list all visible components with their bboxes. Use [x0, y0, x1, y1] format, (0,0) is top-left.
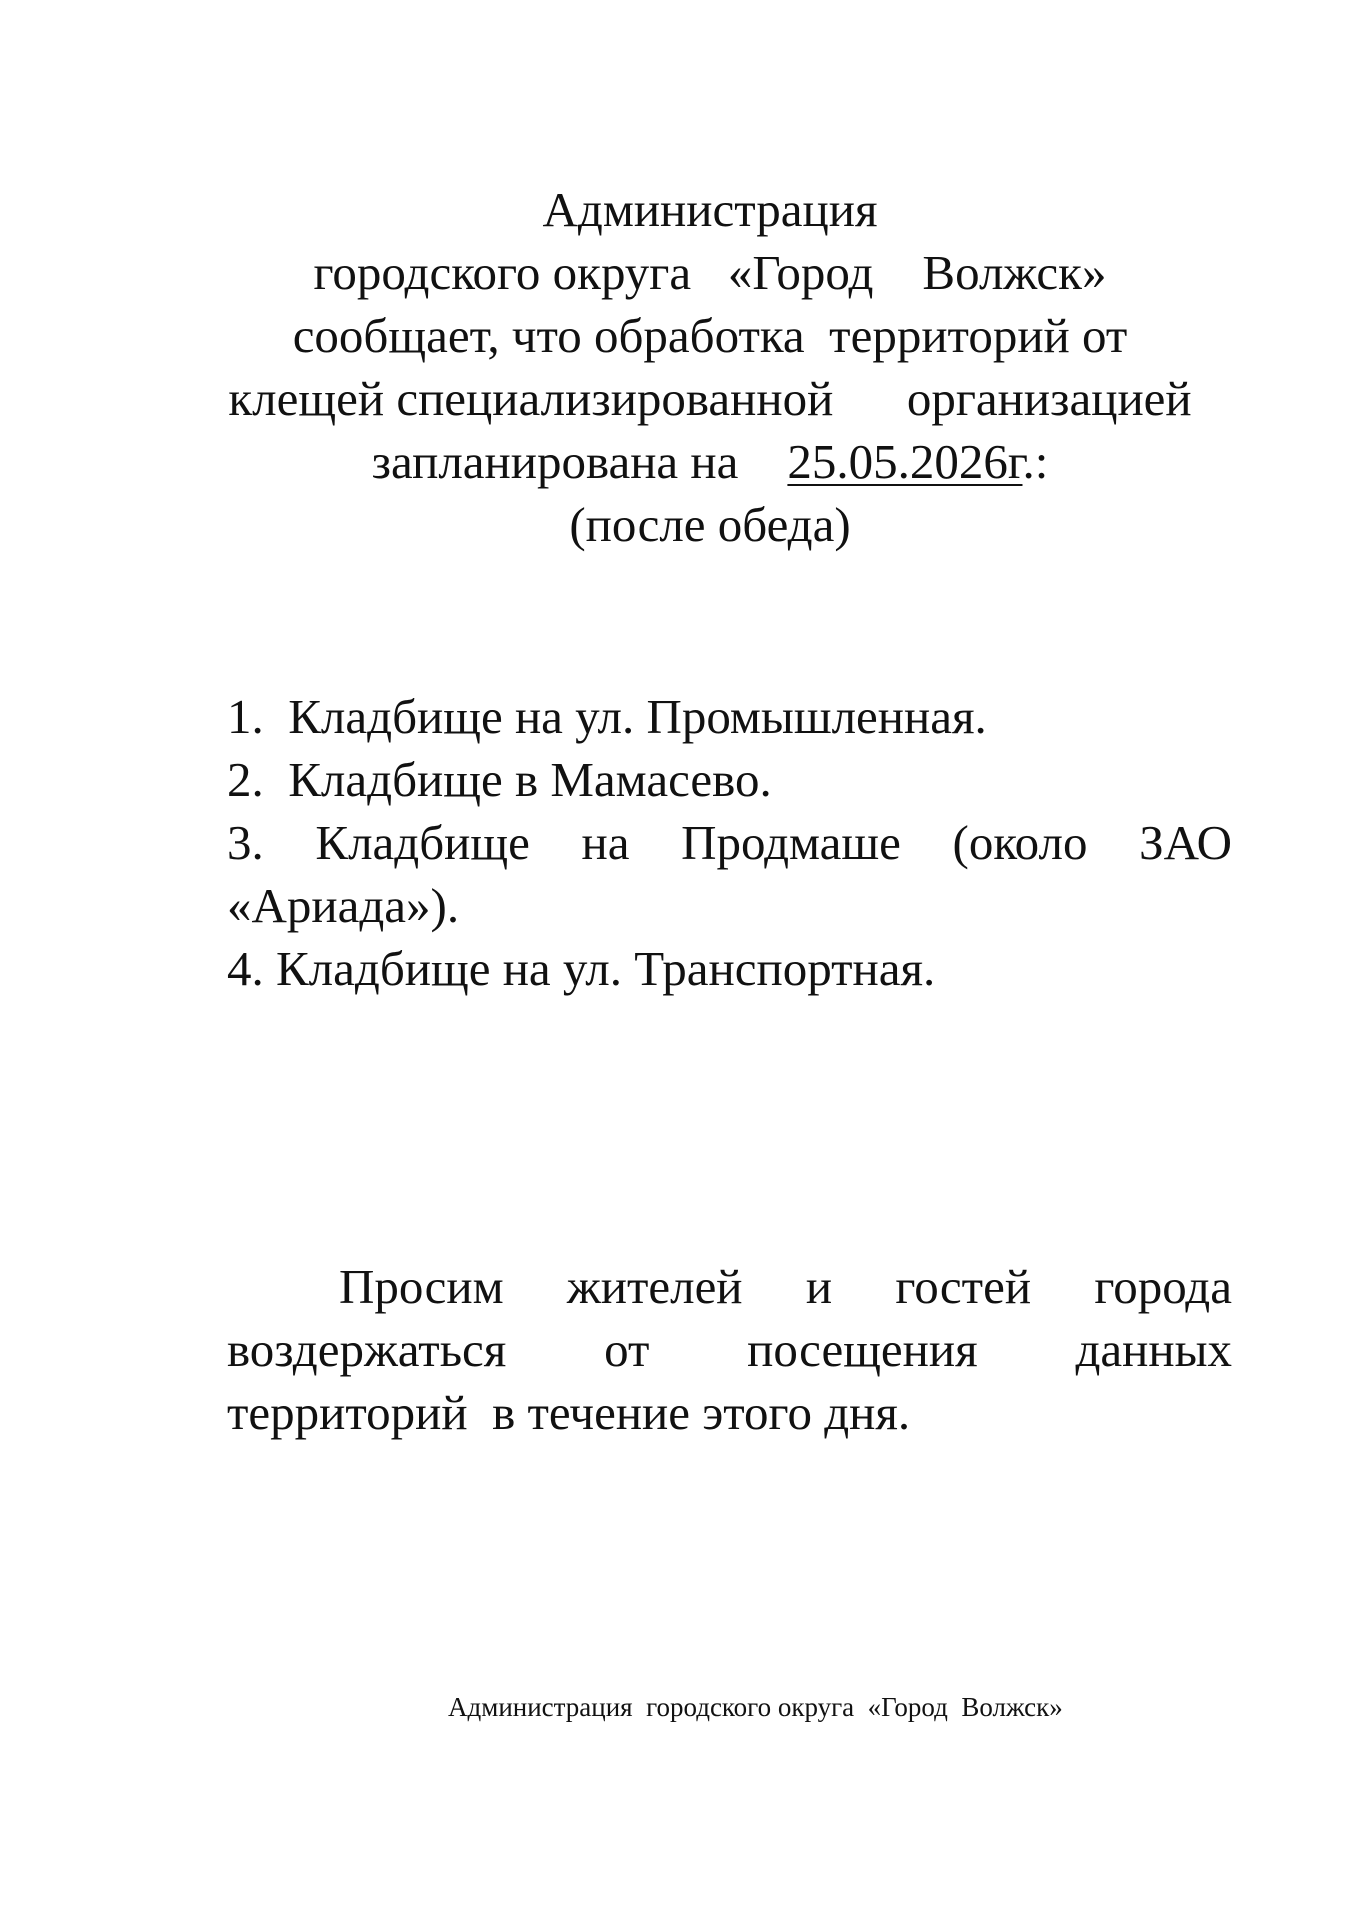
notice-line-1: Просим жителей и гостей города: [339, 1259, 1232, 1314]
signature: Администрация городского округа «Город Волжск»: [448, 1692, 1063, 1722]
list-item: 2. Кладбище в Мамасево.: [227, 752, 772, 807]
header-line-5-prefix: запланирована на: [371, 434, 788, 489]
treatment-date: 25.05.2026г: [787, 434, 1023, 489]
announcement-header: [150, 178, 1270, 556]
header-line-4: клещей специализированной организацией: [228, 371, 1192, 426]
header-line-1: Администрация: [542, 182, 878, 237]
notice-line-2: воздержаться от посещения данных: [227, 1322, 1232, 1377]
list-item: 1. Кладбище на ул. Промышленная.: [227, 689, 987, 744]
notice-line-3: территорий в течение этого дня.: [227, 1385, 911, 1440]
list-item: 3. Кладбище на Продмаше (около ЗАО: [227, 815, 1232, 870]
header-line-3: сообщает, что обработка территорий от: [292, 308, 1128, 363]
list-item: 4. Кладбище на ул. Транспортная.: [227, 941, 936, 996]
header-line-5: [150, 430, 1270, 493]
list-item-continuation: «Ариада»).: [227, 878, 460, 933]
locations-list: [227, 685, 1232, 1000]
header-line-2: городского округа «Город Волжск»: [313, 245, 1107, 300]
header-line-5-suffix: .:: [1022, 434, 1049, 489]
header-line-6: (после обеда): [569, 497, 851, 552]
notice-paragraph: [227, 1255, 1232, 1444]
